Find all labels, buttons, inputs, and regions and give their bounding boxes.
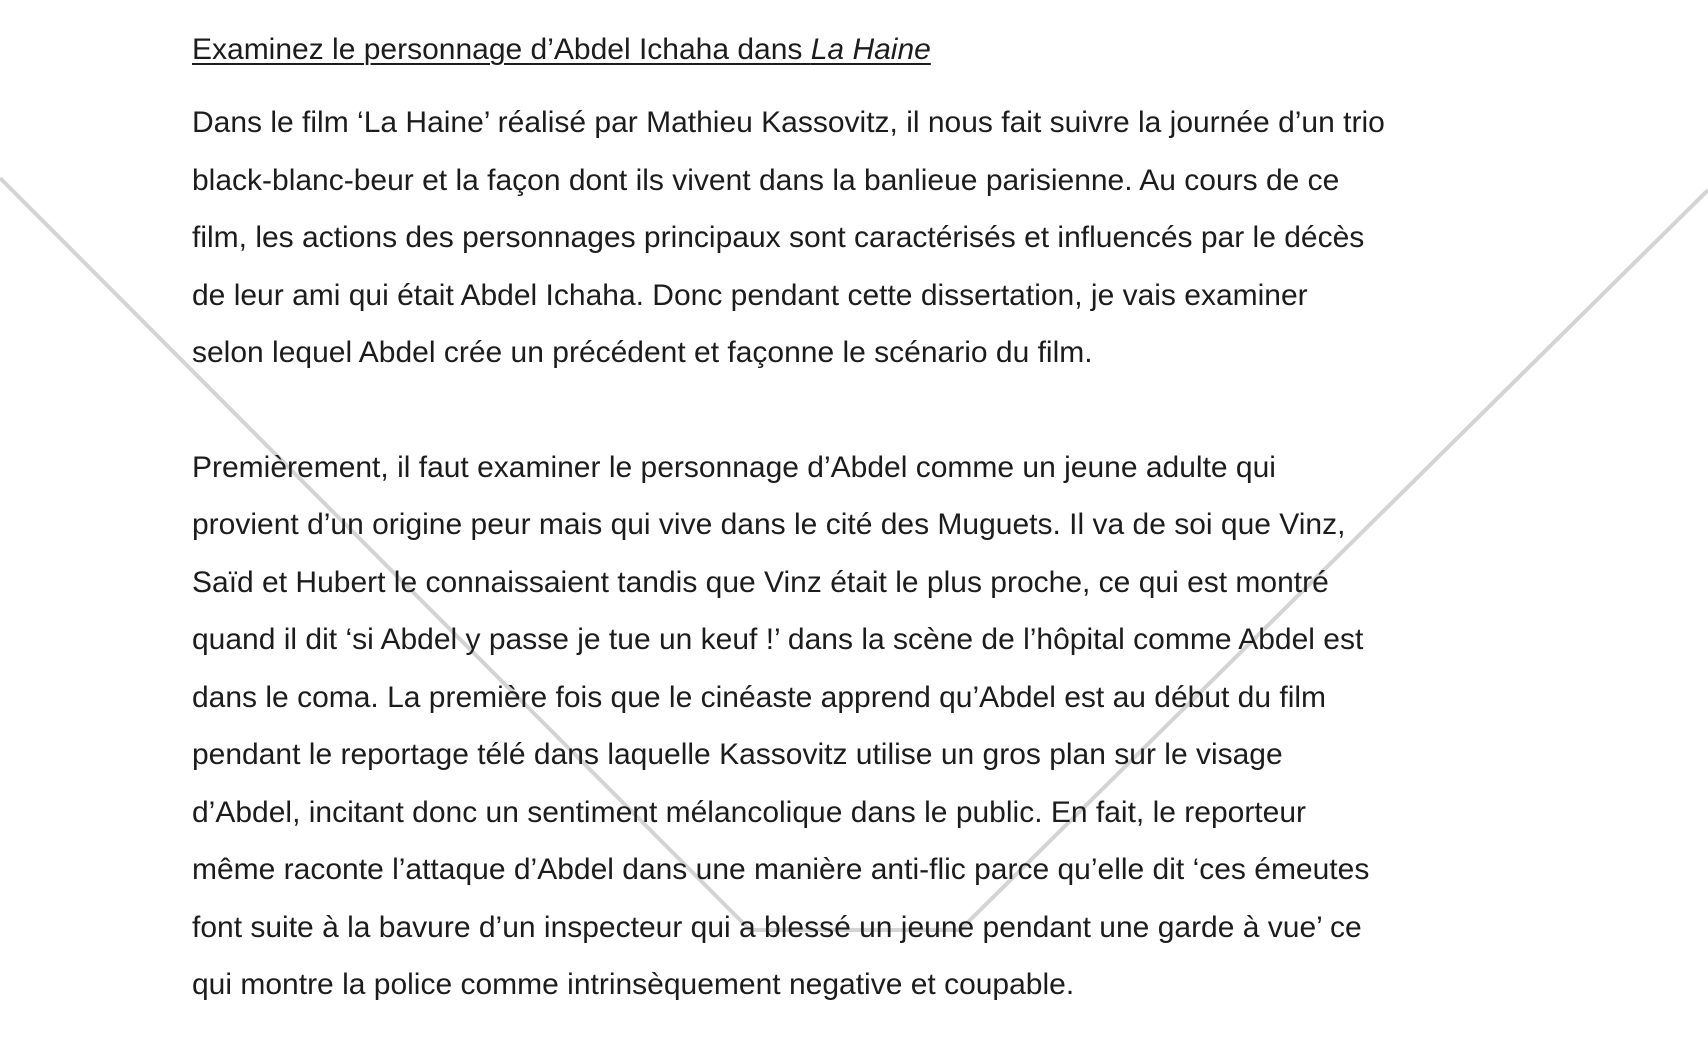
paragraph-line: selon lequel Abdel crée un précédent et façonne le scénario du film.: [192, 336, 1093, 369]
paragraph-line: d’Abdel, incitant donc un sentiment mélancolique dans le public. En fait, le reporteur: [192, 795, 1306, 829]
document-title: [192, 28, 1592, 72]
paragraph-line: dans le coma. La première fois que le cinéaste apprend qu’Abdel est au début du film: [192, 680, 1327, 714]
document-page: [192, 28, 1592, 1014]
paragraph-line: pendant le reportage télé dans laquelle Kassovitz utilise un gros plan sur le visage: [192, 738, 1283, 771]
title-prefix: Examinez le personnage d’Abdel Ichaha dans: [192, 33, 811, 66]
paragraph-line: black-blanc-beur et la façon dont ils vivent dans la banlieue parisienne. Au cours de ce: [192, 163, 1340, 197]
paragraph-first-point: [192, 439, 1592, 1014]
title-film-name: La Haine: [810, 33, 931, 66]
paragraph-line: font suite à la bavure d’un inspecteur qui a blessé un jeune pendant une garde à vue’ ce: [192, 910, 1362, 944]
paragraph-introduction: [192, 94, 1592, 382]
paragraph-line: de leur ami qui était Abdel Ichaha. Donc pendant cette dissertation, je vais examiner: [192, 278, 1308, 312]
paragraph-line: quand il dit ‘si Abdel y passe je tue un keuf !’ dans la scène de l’hôpital comme Abdel est: [192, 623, 1364, 656]
paragraph-line: même raconte l’attaque d’Abdel dans une manière anti-flic parce qu’elle dit ‘ces émeutes: [192, 853, 1370, 886]
paragraph-line: Premièrement, il faut examiner le personnage d’Abdel comme un jeune adulte qui: [192, 450, 1276, 484]
paragraph-line: film, les actions des personnages principaux sont caractérisés et influencés par le décès: [192, 221, 1365, 254]
paragraph-line: Saïd et Hubert le connaissaient tandis que Vinz était le plus proche, ce qui est montré: [192, 565, 1329, 599]
paragraph-line: Dans le film ‘La Haine’ réalisé par Mathieu Kassovitz, il nous fait suivre la journée d’un trio: [192, 106, 1385, 139]
paragraph-line: provient d’un origine peur mais qui vive dans le cité des Muguets. Il va de soi que Vinz,: [192, 508, 1346, 541]
paragraph-line: qui montre la police comme intrinsèquement negative et coupable.: [192, 968, 1075, 1001]
